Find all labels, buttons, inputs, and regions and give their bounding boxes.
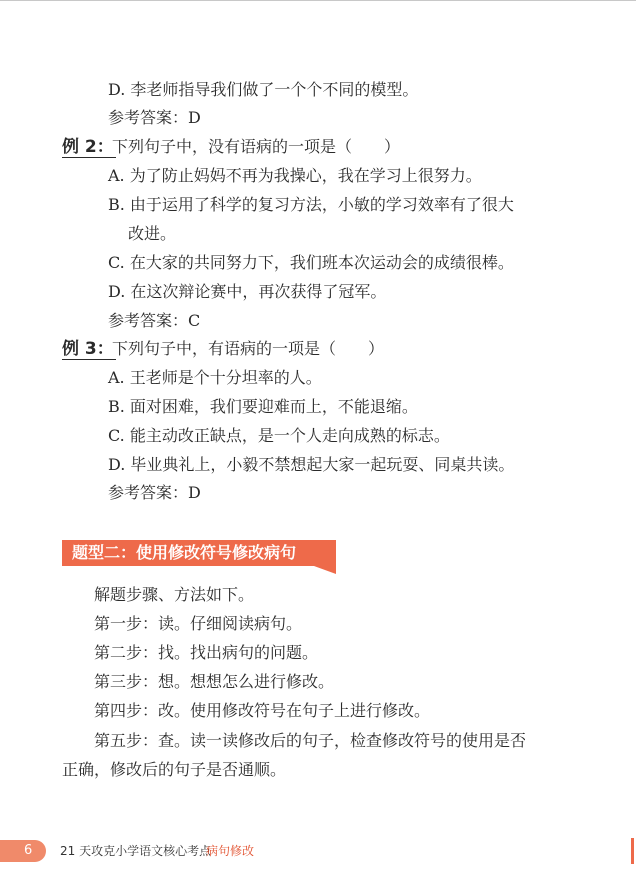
example-2-label: 例 2：: [62, 137, 114, 157]
example-3-answer: 参考答案：D: [108, 483, 201, 502]
top-rule: [0, 0, 636, 1]
answer-prev: 参考答案：D: [108, 108, 201, 127]
section-intro: 解题步骤、方法如下。: [94, 585, 255, 604]
example-3-option-d: D. 毕业典礼上，小毅不禁想起大家一起玩耍、同桌共读。: [108, 455, 515, 474]
example-3-option-c: C. 能主动改正缺点，是一个人走向成熟的标志。: [108, 426, 450, 445]
page-number: 6: [24, 843, 33, 858]
step-4: 第四步：改。使用修改符号在句子上进行修改。: [94, 701, 431, 720]
page-number-tab: [0, 840, 46, 862]
chapter-name: 病句修改: [206, 844, 255, 858]
example-2-option-b: B. 由于运用了科学的复习方法，小敏的学习效率有了很大: [108, 195, 514, 214]
section-title-banner: 题型二：使用修改符号修改病句: [62, 540, 336, 566]
example-2-option-c: C. 在大家的共同努力下，我们班本次运动会的成绩很棒。: [108, 253, 514, 272]
option-d-prev: D. 李老师指导我们做了一个个不同的模型。: [108, 80, 419, 99]
example-2-option-d: D. 在这次辩论赛中，再次获得了冠军。: [108, 282, 387, 301]
example-2-option-b-cont: 改进。: [128, 224, 177, 243]
book-title: 21 天攻克小学语文核心考点: [60, 844, 212, 858]
step-1: 第一步：读。仔细阅读病句。: [94, 614, 303, 633]
example-3-option-b: B. 面对困难，我们要迎难而上，不能退缩。: [108, 397, 418, 416]
example-2-answer: 参考答案：C: [108, 311, 201, 330]
step-5-cont: 正确，修改后的句子是否通顺。: [62, 760, 287, 779]
example-2-option-a: A. 为了防止妈妈不再为我操心，我在学习上很努力。: [108, 166, 482, 185]
example-3-option-a: A. 王老师是个十分坦率的人。: [108, 368, 322, 387]
edge-marker: [631, 838, 634, 864]
step-3: 第三步：想。想想怎么进行修改。: [94, 672, 335, 691]
step-5: 第五步：查。读一读修改后的句子，检查修改符号的使用是否: [94, 731, 527, 750]
example-2-question: 下列句子中，没有语病的一项是（ ）: [112, 137, 401, 156]
example-3-question: 下列句子中，有语病的一项是（ ）: [112, 339, 385, 358]
section-banner-tail: [314, 566, 336, 574]
example-3-label: 例 3：: [62, 339, 114, 359]
step-2: 第二步：找。找出病句的问题。: [94, 643, 319, 662]
